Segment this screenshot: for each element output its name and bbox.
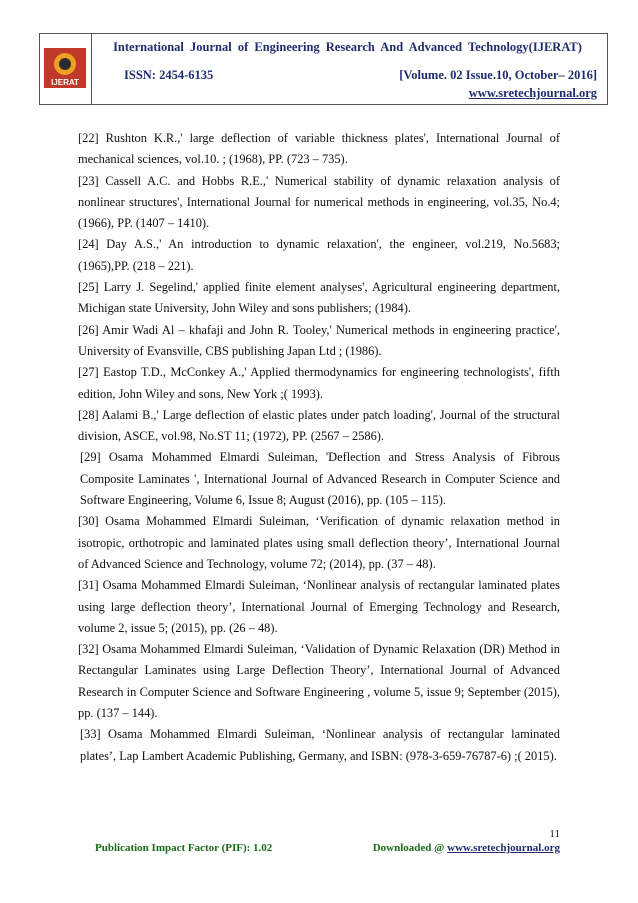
reference-33: [33] Osama Mohammed Elmardi Suleiman, ‘Nonlinear analysis of rectangular laminated plates’, Lap Lambert Academic Publishing, Germany, and ISBN: (978-3-659-76787-6) ;( 2015). — [80, 727, 560, 763]
issn: ISSN: 2454-6135 — [124, 68, 214, 82]
footer-website-link[interactable]: www.sretechjournal.org — [447, 842, 560, 854]
reference-23: [23] Cassell A.C. and Hobbs R.E.,' Numerical stability of dynamic relaxation analysis of nonlinear structures', International Journal for numerical methods in engineering, vol.35, No.4; (1966), PP. (1407 – 1410). — [78, 173, 560, 231]
references-list — [78, 128, 560, 767]
journal-logo — [40, 34, 92, 104]
reference-22: [22] Rushton K.R.,' large deflection of variable thickness plates', International Journal of mechanical sciences, vol.10. ; (1968), PP. (723 – 735). — [78, 131, 560, 167]
reference-28: [28] Aalami B.,' Large deflection of elastic plates under patch loading', Journal of the structural division, ASCE, vol.98, No.ST 11; (1972), PP. (2567 – 2586). — [78, 407, 560, 444]
download-source — [373, 842, 560, 854]
reference-31: [31] Osama Mohammed Elmardi Suleiman, ‘Nonlinear analysis of rectangular laminated plates using large deflection theory’, International Journal of Emerging Technology and Research, volume 2, issue 5; (2015), pp. (26 – 48). — [78, 578, 560, 635]
volume-issue: [Volume. 02 Issue.10, October– 2016] — [399, 68, 597, 82]
reference-26: [26] Amir Wadi Al – khafaji and John R. Tooley,' Numerical methods in engineering practice', University of Evansville, CBS publishing Japan Ltd ; (1986). — [78, 322, 560, 358]
reference-30: [30] Osama Mohammed Elmardi Suleiman, ‘Verification of dynamic relaxation method in isotropic, orthotropic and laminated plates using small deflection theory’, International Journal of Advanced Science and Technology, volume 72; (2014), pp. (37 – 48). — [78, 514, 560, 571]
reference-24: [24] Day A.S.,' An introduction to dynamic relaxation', the engineer, vol.219, No.5683; (1965),PP. (218 – 221). — [78, 237, 560, 273]
reference-27: [27] Eastop T.D., McConkey A.,' Applied thermodynamics for engineering technologists', fifth edition, John Wiley and sons, New York ;( 1993). — [78, 365, 560, 401]
journal-title: International Journal of Engineering Research And Advanced Technology(IJERAT) — [113, 40, 582, 54]
reference-29: [29] Osama Mohammed Elmardi Suleiman, 'Deflection and Stress Analysis of Fibrous Composite Laminates ', International Journal of Advanced Research in Computer Science and Software Engineering, Volume 6, Issue 8; August (2016), pp. (105 – 115). — [80, 450, 560, 508]
impact-factor: Publication Impact Factor (PIF): 1.02 — [95, 842, 273, 854]
journal-header — [39, 33, 608, 105]
reference-32: [32] Osama Mohammed Elmardi Suleiman, ‘Validation of Dynamic Relaxation (DR) Method in Rectangular Laminates using Large Deflection Theory’, International Journal of Advanced Research in Computer Science and Software Engineering , volume 5, issue 9; September (2015), pp. (137 – 144). — [78, 642, 560, 721]
reference-25: [25] Larry J. Segelind,' applied finite element analyses', Agricultural engineering department, Michigan state University, John Wiley and sons publishers; (1984). — [78, 280, 560, 316]
downloaded-label: Downloaded @ — [372, 842, 448, 854]
journal-website-link[interactable]: www.sretechjournal.org — [468, 86, 597, 100]
page-number: 11 — [549, 828, 560, 840]
logo-text: IJERAT — [51, 78, 79, 87]
